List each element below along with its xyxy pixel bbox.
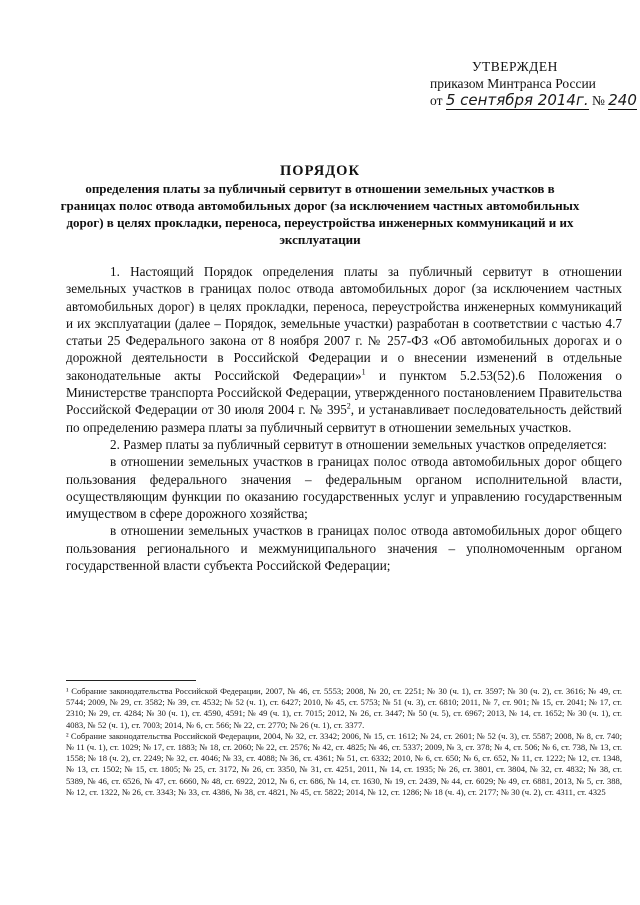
approval-order-line: приказом Минтранса России bbox=[430, 76, 596, 91]
footnote-divider bbox=[66, 680, 196, 681]
footnote-2: ² Собрание законодательства Российской Федерации, 2004, № 32, ст. 3342; 2006, № 15, ст. 1612; № 24, ст. 2601; № 52 (ч. 3), ст. 5587; 2008, № 8, ст. 740; № 11 (ч. 1), ст. 1029; № 17, ст. 1883; № 18, ст. 2060; № 22, ст. 2576; № 42, ст. 4825; № 46, ст. 5337; 2009, № 3, ст. 378; № 4, ст. 506; № 6, ст. 738, № 13, ст. 1558; № 18 (ч. 2), ст. 2249; № 32, ст. 4046; № 33, ст. 4088; № 36, ст. 4361; № 51, ст. 6332; 2010, № 6, ст. 650; № 6, ст. 652, № 11, ст. 1222; № 12, ст. 1348, № 13, ст. 1502; № 15, ст. 1805; № 25, ст. 3172, № 26, ст. 3350, № 31, ст. 4251, 2011, № 14, ст. 1935; № 26, ст. 3801, ст. 3804, № 32, ст. 4832; № 38, ст. 5389, № 46, ст. 6526, № 47, ст. 6660, № 48, ст. 6922, 2012, № 6, ст. 686, № 14, ст. 1630, № 19, ст. 2439, № 44, ст. 6029; № 49, ст. 6881, 2013, № 5, ст. 388, № 12, ст. 1322, № 26, ст. 3343; № 33, ст. 4386, № 38, ст. 4821, № 45, ст. 5822; 2014, № 12, ст. 1286; № 18 (ч. 4), ст. 2177; № 30 (ч. 2), ст. 4311, ст. 4325 bbox=[66, 730, 622, 797]
footnote-ref-2[interactable]: 2 bbox=[346, 401, 351, 411]
paragraph-4: в отношении земельных участков в границах полос отвода автомобильных дорог общего пользования регионального и межмуниципального значения – уполномоченным органом государственной власти субъекта Российской Федерации; bbox=[66, 523, 622, 574]
approval-stamp bbox=[430, 58, 637, 109]
handwritten-date: 5 сентября 2014г. bbox=[445, 91, 589, 109]
number-label: № bbox=[591, 93, 605, 108]
document-body bbox=[66, 263, 622, 574]
footnote-ref-1[interactable]: 1 bbox=[361, 367, 366, 377]
document-subtitle: определения платы за публичный сервитут в отношении земельных участков в границах полос отвода автомобильных дорог (за исключением частных автомобильных дорог) в целях прокладки, переноса, переустройства инженерных коммуникаций и их эксплуатации bbox=[60, 181, 580, 247]
approval-heading: УТВЕРЖДЕН bbox=[472, 59, 558, 74]
handwritten-number: 240 bbox=[608, 91, 637, 109]
footnotes bbox=[66, 686, 622, 798]
approval-date-line bbox=[430, 91, 637, 109]
document-title: ПОРЯДОК bbox=[280, 163, 360, 179]
paragraph-2: 2. Размер платы за публичный сервитут в отношении земельных участков определяется: bbox=[110, 436, 607, 452]
paragraph-3: в отношении земельных участков в границах полос отвода автомобильных дорог общего пользования федерального значения – федеральным органом исполнительной власти, осуществляющим функции по оказанию государственных услуг и управлению государственным имуществом в сфере дорожного хозяйства; bbox=[66, 454, 622, 522]
footnote-1: ¹ Собрание законодательства Российской Федерации, 2007, № 46, ст. 5553; 2008, № 20, ст. 2251; № 30 (ч. 1), ст. 3597; № 30 (ч. 2), ст. 3616; № 49, ст. 5744; 2009, № 29, ст. 3582; № 39, ст. 4532; № 52 (ч. 1), ст. 6427; 2010, № 45, ст. 5753; № 51 (ч. 3), ст. 6810; 2011, № 7, ст. 901; № 15, ст. 2041; № 17, ст. 2310; № 29, ст. 4284; № 30 (ч. 1), ст. 4590, 4591; № 49 (ч. 1), ст. 7015; 2012, № 26, ст. 3447; № 50 (ч. 5), ст. 6967; 2013, № 14, ст. 1652; № 30 (ч. 1), ст. 4083, № 52 (ч. 1), ст. 7003; 2014, № 6, ст. 566; № 22, ст. 2770; № 26 (ч. 1), ст. 3377. bbox=[66, 686, 622, 730]
from-label: от bbox=[430, 93, 443, 108]
paragraph-1: 1. Настоящий Порядок определения платы за публичный сервитут в отношении земельных участков в границах полос отвода автомобильных дорог (за исключением частных автомобильных дорог) в целях прокладки, переноса, переустройства инженерных коммуникаций и их эксплуатации (далее – Порядок, земельные участки) разработан в соответствии с частью 4.7 статьи 25 Федерального закона от 8 ноября 2007 г. № 257-ФЗ «Об автомобильных дорогах и о дорожной деятельности в Российской Федерации и о внесении изменений в отдельные законодательные акты Российской Федерации»$^1$ и пунктом 5.2.53(52).6 Положения о Министерстве транспорта Российской Федерации, утвержденного постановлением Правительства Российской Федерации от 30 июля 2004 г. № $395^2$, и устанавливает последовательность действий по определению размера платы за публичный сервитут в отношении земельных участков. bbox=[66, 264, 622, 435]
